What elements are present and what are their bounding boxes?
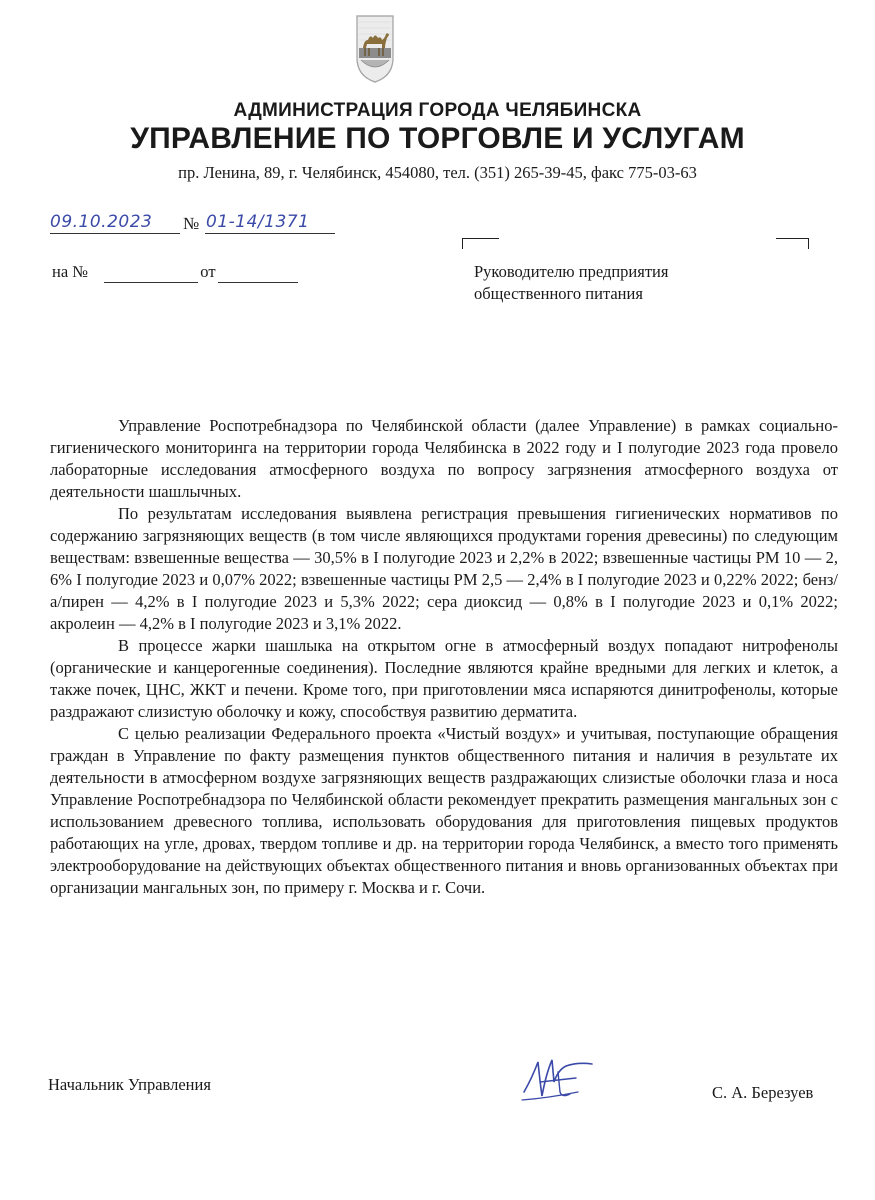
reference-date-blank: [218, 282, 298, 283]
number-underline: [205, 233, 335, 234]
contact-address: пр. Ленина, 89, г. Челябинск, 454080, тел. (351) 265-39-45, факс 775-03-63: [178, 163, 697, 182]
date-underline: [50, 233, 180, 234]
reference-date-label: от: [200, 262, 216, 281]
reference-number-label: на №: [52, 262, 89, 281]
organization-name: АДМИНИСТРАЦИЯ ГОРОДА ЧЕЛЯБИНСКА: [233, 100, 642, 121]
body-paragraph: В процессе жарки шашлыка на открытом огне в атмосферный воздух попадают нитрофенолы (органические и канцерогенные соединения). Последние являются крайне вредными для легких и клеток, а также почек, ЦНС, ЖКТ и печени. Кроме того, при приготовлении мяса испаряются динитрофенолы, которые раздражают слизистую оболочку и кожу, способствуя развитию дерматита.: [50, 636, 838, 721]
addressee-corner-left: [462, 238, 499, 249]
body-paragraph: По результатам исследования выявлена регистрация превышения гигиенических нормативов по содержанию загрязняющих веществ (в том числе являющихся продуктами горения древесины) по следующим веществам: взвешенные вещества — 30,5% в I полугодие 2023 и 2,2% в 2022; взвешенные частицы РМ 10 — 2, 6% I полугодие 2023 и 0,07% 2022; взвешенные частицы РМ 2,5 — 2,4% в I полугодие 2023 и 0,22% 2022; бенз/а/пирен — 4,2% в I полугодие 2023 и 5,3% 2022; сера диоксид — 0,8% в I полугодие 2023 и 0,1% 2022; акролеин — 4,2% в I полугодие 2023 и 3,1% 2022.: [50, 504, 838, 633]
reference-number-blank: [104, 282, 198, 283]
reference-line: [52, 262, 216, 282]
outgoing-date: 09.10.2023: [50, 212, 153, 232]
outgoing-number: 01-14/1371: [206, 212, 310, 232]
signature-icon: [518, 1052, 598, 1108]
addressee-line-1: Руководителю предприятия: [474, 262, 669, 281]
addressee-corner-right: [776, 238, 809, 249]
department-name: УПРАВЛЕНИЕ ПО ТОРГОВЛЕ И УСЛУГАМ: [130, 122, 745, 155]
signer-name: С. А. Березуев: [712, 1083, 814, 1102]
signer-position: Начальник Управления: [48, 1075, 211, 1094]
addressee-line-2: общественного питания: [474, 284, 643, 303]
body-paragraph: Управление Роспотребнадзора по Челябинской области (далее Управление) в рамках социально-гигиенического мониторинга на территории города Челябинска в 2022 году и I полугодие 2023 года провело лабораторные исследования атмосферного воздуха по вопросу загрязнения атмосферного воздуха от деятельности шашлычных.: [50, 416, 838, 501]
body-paragraph: С целью реализации Федерального проекта «Чистый воздух» и учитывая, поступающие обращения граждан в Управление по факту размещения пунктов общественного питания и наличия в результате их деятельности в атмосферном воздухе загрязняющих веществ раздражающих слизистые оболочки глаза и носа Управление Роспотребнадзора по Челябинской области рекомендует прекратить размещения мангальных зон с использованием древесного топлива, использовать оборудования для приготовления пищевых продуктов работающих на угле, дровах, твердом топливе и др. на территории города Челябинск, а вместо того применять электрооборудование на действующих объектах общественного питания и вновь организованных объектах при организации мангальных зон, по примеру г. Москва и г. Сочи.: [50, 724, 838, 897]
number-symbol: №: [183, 214, 200, 233]
letter-body: [50, 415, 838, 899]
coat-of-arms-icon: [351, 14, 399, 84]
